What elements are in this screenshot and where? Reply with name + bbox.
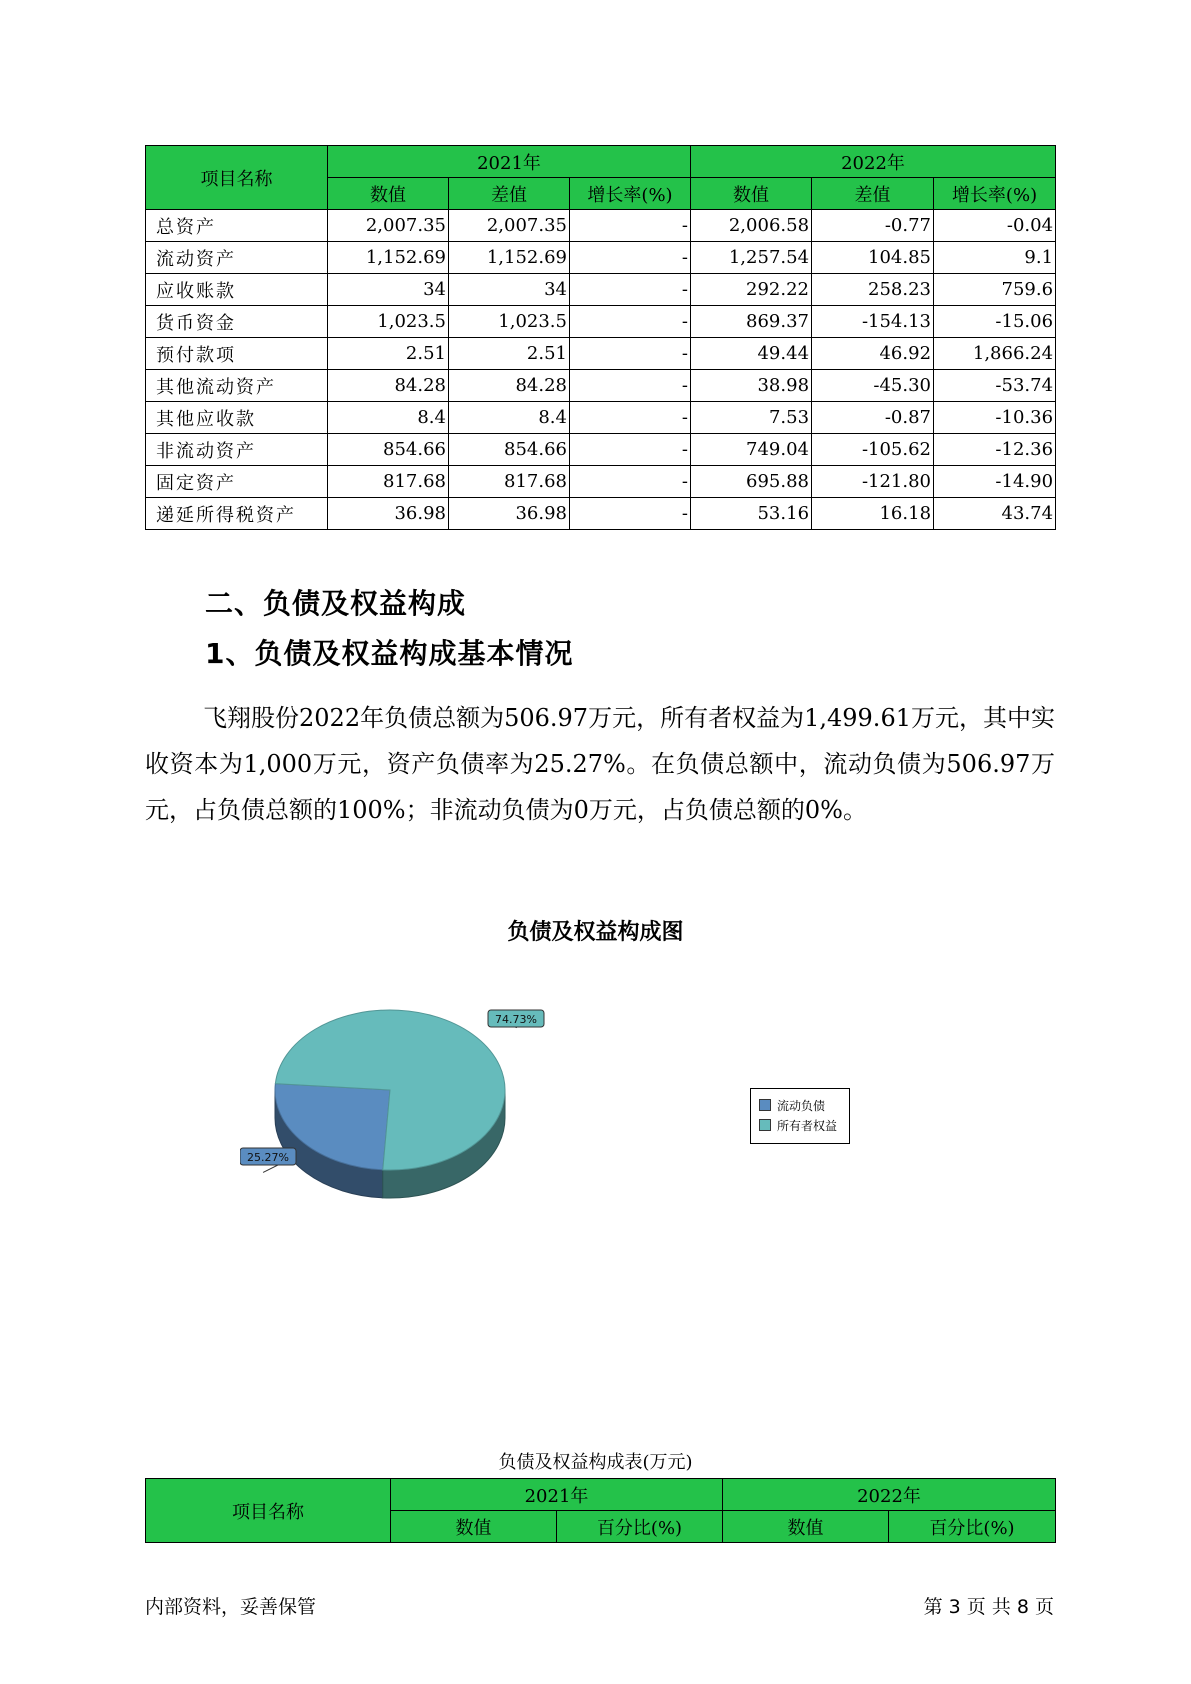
- table-cell: 1,866.24: [934, 338, 1056, 370]
- table-cell: 854.66: [328, 434, 449, 466]
- table-cell: -15.06: [934, 306, 1056, 338]
- column-header: 差值: [449, 178, 570, 210]
- table-cell: -10.36: [934, 402, 1056, 434]
- table-cell: 1,152.69: [449, 242, 570, 274]
- table-row: [146, 370, 1056, 402]
- row-label: 货币资金: [146, 306, 328, 338]
- column-header: 数值: [391, 1511, 557, 1543]
- legend-item-liability: [759, 1095, 841, 1115]
- row-label: 总资产: [146, 210, 328, 242]
- legend-label: 流动负债: [777, 1098, 826, 1113]
- table-cell: 1,152.69: [328, 242, 449, 274]
- table-cell: 36.98: [449, 498, 570, 530]
- row-label: 流动资产: [146, 242, 328, 274]
- table-cell: -53.74: [934, 370, 1056, 402]
- column-header: 数值: [691, 178, 812, 210]
- table-cell: 2,006.58: [691, 210, 812, 242]
- data-label: 25.27%: [247, 1151, 289, 1164]
- header-year-2021: 2021年: [391, 1479, 723, 1511]
- table-cell: 292.22: [691, 274, 812, 306]
- table-cell: 817.68: [328, 466, 449, 498]
- table-cell: 104.85: [812, 242, 934, 274]
- table-cell: -105.62: [812, 434, 934, 466]
- table-row: [146, 242, 1056, 274]
- table-cell: -12.36: [934, 434, 1056, 466]
- column-header: 数值: [328, 178, 449, 210]
- table-cell: 2,007.35: [449, 210, 570, 242]
- table-cell: 84.28: [328, 370, 449, 402]
- legend-label: 所有者权益: [777, 1118, 838, 1133]
- row-label: 固定资产: [146, 466, 328, 498]
- table-cell: -: [570, 306, 691, 338]
- table-cell: -: [570, 402, 691, 434]
- table-row: [146, 274, 1056, 306]
- column-header: 百分比(%): [557, 1511, 723, 1543]
- pie-chart: [240, 990, 620, 1210]
- chart-legend: [750, 1088, 850, 1144]
- table-cell: 43.74: [934, 498, 1056, 530]
- table-cell: 749.04: [691, 434, 812, 466]
- table-cell: -: [570, 274, 691, 306]
- table-cell: 759.6: [934, 274, 1056, 306]
- row-label: 应收账款: [146, 274, 328, 306]
- header-item-name: 项目名称: [146, 146, 328, 210]
- column-header: 差值: [812, 178, 934, 210]
- legend-item-equity: [759, 1115, 841, 1135]
- table-cell: -: [570, 338, 691, 370]
- table-row: [146, 338, 1056, 370]
- table-cell: 53.16: [691, 498, 812, 530]
- table-cell: 16.18: [812, 498, 934, 530]
- table-cell: -0.04: [934, 210, 1056, 242]
- table-cell: 258.23: [812, 274, 934, 306]
- data-label: 74.73%: [495, 1013, 537, 1026]
- table-cell: 8.4: [328, 402, 449, 434]
- header-year-2022: 2022年: [723, 1479, 1056, 1511]
- row-label: 其他流动资产: [146, 370, 328, 402]
- table-cell: 46.92: [812, 338, 934, 370]
- row-label: 其他应收款: [146, 402, 328, 434]
- table-cell: 1,023.5: [449, 306, 570, 338]
- table-row: [146, 498, 1056, 530]
- table-cell: 1,257.54: [691, 242, 812, 274]
- footer-confidential-note: 内部资料，妥善保管: [145, 1596, 317, 1618]
- table-cell: -0.87: [812, 402, 934, 434]
- table-cell: -: [570, 370, 691, 402]
- legend-swatch: [759, 1099, 771, 1111]
- table-cell: -154.13: [812, 306, 934, 338]
- column-header: 数值: [723, 1511, 889, 1543]
- table-cell: 869.37: [691, 306, 812, 338]
- footer-page-number: 第 3 页 共 8 页: [923, 1596, 1054, 1618]
- asset-table: [145, 145, 1056, 530]
- table-cell: 2.51: [328, 338, 449, 370]
- header-item-name: 项目名称: [146, 1479, 391, 1543]
- table-cell: -: [570, 434, 691, 466]
- chart-title: 负债及权益构成图: [507, 920, 684, 945]
- header-year-2021: 2021年: [328, 146, 691, 178]
- table-cell: -0.77: [812, 210, 934, 242]
- table-row: [146, 434, 1056, 466]
- table-cell: 7.53: [691, 402, 812, 434]
- table-cell: 34: [328, 274, 449, 306]
- row-label: 递延所得税资产: [146, 498, 328, 530]
- column-header: 百分比(%): [889, 1511, 1056, 1543]
- table-cell: 34: [449, 274, 570, 306]
- table-row: [146, 402, 1056, 434]
- table-cell: 36.98: [328, 498, 449, 530]
- table-cell: -: [570, 498, 691, 530]
- header-year-2022: 2022年: [691, 146, 1056, 178]
- table-cell: 1,023.5: [328, 306, 449, 338]
- column-header: 增长率(%): [570, 178, 691, 210]
- table-cell: 854.66: [449, 434, 570, 466]
- table-cell: 38.98: [691, 370, 812, 402]
- table-cell: -45.30: [812, 370, 934, 402]
- subsection-heading: 1、负债及权益构成基本情况: [205, 637, 574, 670]
- table-cell: -: [570, 242, 691, 274]
- table-cell: 49.44: [691, 338, 812, 370]
- legend-swatch: [759, 1119, 771, 1131]
- table-cell: 817.68: [449, 466, 570, 498]
- column-header: 增长率(%): [934, 178, 1056, 210]
- table-cell: 695.88: [691, 466, 812, 498]
- table-cell: 2.51: [449, 338, 570, 370]
- table-cell: 2,007.35: [328, 210, 449, 242]
- row-label: 非流动资产: [146, 434, 328, 466]
- liability-equity-table: [145, 1478, 1056, 1543]
- table-cell: -: [570, 210, 691, 242]
- table-cell: -: [570, 466, 691, 498]
- table-caption: 负债及权益构成表(万元): [498, 1452, 693, 1473]
- table-cell: 84.28: [449, 370, 570, 402]
- table-row: [146, 210, 1056, 242]
- table-cell: -121.80: [812, 466, 934, 498]
- row-label: 预付款项: [146, 338, 328, 370]
- table-cell: -14.90: [934, 466, 1056, 498]
- table-cell: 8.4: [449, 402, 570, 434]
- table-cell: 9.1: [934, 242, 1056, 274]
- table-row: [146, 306, 1056, 338]
- table-row: [146, 466, 1056, 498]
- summary-paragraph: 飞翔股份2022年负债总额为506.97万元，所有者权益为1,499.61万元，其中实收资本为1,000万元，资产负债率为25.27%。在负债总额中，流动负债为506.97万元，占负债总额的100%；非流动负债为0万元，占负债总额的0%。: [145, 704, 1055, 824]
- section-heading: 二、负债及权益构成: [205, 587, 467, 620]
